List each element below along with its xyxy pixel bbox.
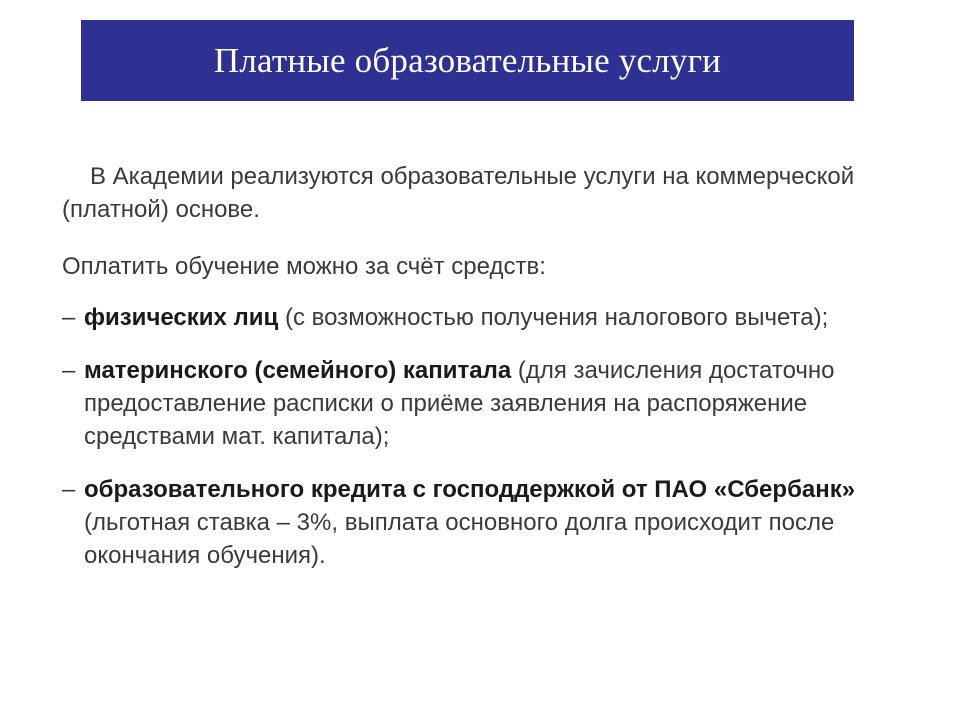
bullet-dash: – — [62, 357, 76, 384]
bullet-dash: – — [62, 476, 76, 503]
list-item-bold: материнского (семейного) капитала — [84, 357, 512, 384]
list-item-text: (для зачисления достаточно предоставление расписки о приёме заявления на распоряжение средствами мат. капитала); — [84, 357, 835, 450]
list-item-text: (с возможностью получения налогового вычета); — [278, 304, 829, 331]
bullet-dash: – — [62, 304, 76, 331]
list-item — [62, 473, 882, 572]
slide-title: Платные образовательные услуги — [213, 40, 722, 80]
list-item-bold: образовательного кредита с господдержкой от ПАО «Сбербанк» — [84, 476, 856, 503]
slide-body — [62, 160, 882, 572]
list-item — [62, 354, 882, 453]
intro-paragraph: В Академии реализуются образовательные услуги на коммерческой (платной) основе. — [62, 163, 855, 223]
payment-sources-list — [62, 301, 882, 572]
list-item — [62, 301, 882, 334]
list-item-bold: физических лиц — [84, 304, 279, 331]
payment-sources-lead: Оплатить обучение можно за счёт средств: — [62, 253, 546, 280]
list-item-text: (льготная ставка – 3%, выплата основного долга происходит после окончания обучения). — [84, 509, 835, 569]
slide-title-banner — [81, 20, 854, 101]
